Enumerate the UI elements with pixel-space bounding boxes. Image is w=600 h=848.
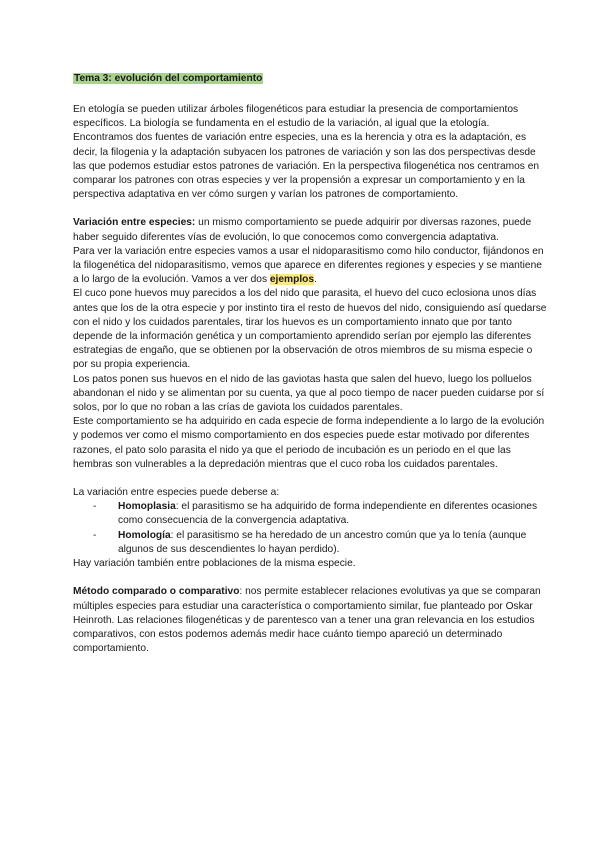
causas-list [73,500,548,557]
nidoparasitismo-paragraph [73,245,548,288]
variacion-paragraph [73,216,548,244]
title-block [73,70,548,86]
list-item-homoplasia [93,500,548,528]
variacion-heading: Variación entre especies: [73,217,196,229]
homologia-term: Homología [118,529,171,541]
causas-intro: La variación entre especies puede deberse a: [73,487,280,499]
nido-text: Para ver la variación entre especies vamos a usar el nidoparasitismo como hilo conductor, fijándonos en la filogenética del nidoparasitismo, vemos que aparece en diferentes regiones y especies y se mantiene a lo largo de la evolución. Vamos a ver dos [73,245,544,286]
homologia-text: : el parasitismo se ha heredado de un ancestro común que ya lo tenía (aunque algunos de sus descendientes lo hayan perdido). [118,529,527,555]
dash-bullet: - [93,501,97,513]
cuco-paragraph: El cuco pone huevos muy parecidos a los del nido que parasita, el huevo del cuco eclosiona unos días antes que los de la otra especie y por instinto tira el resto de huevos del nido, consiguiendo así quedarse con el nido y los cuidados parentales, tirar los huevos es un comportamiento innato que por tanto depende de la información genética y un comportamiento aprendido serían por ejemplo las diferentes estrategias de engaño, que se obtienen por la observación de otros miembros de su misma especie o por su propia experiencia. [73,288,547,371]
metodo-text: : nos permite establecer relaciones evolutivas ya que se comparan múltiples especies para estudiar una característica o comportamiento similar, fue planteado por Oskar Heinroth. Las relaciones filogenéticas y de parentesco van a tener una gran relevancia en los estudios comparativos, con estos podemos además medir hace cuánto tiempo apareció un determinado comportamiento. [73,586,541,655]
metodo-heading: Método comparado o comparativo [73,586,240,598]
ejemplos-highlight: ejemplos [269,274,315,286]
este-paragraph: Este comportamiento se ha adquirido en cada especie de forma independiente a lo largo de la evolución y podemos ver como el mismo comportamiento en dos especies puede estar motivado por diferentes razones, el pato solo parasita el nido ya que el periodo de incubación es un periodo en el que las hembras son vulnerables a la depredación mientras que el cuco roba los cuidados parentales. [73,416,545,470]
variacion-text: un mismo comportamiento se puede adquirir por diversas razones, puede haber seguido diferentes vías de evolución, lo que conocemos como convergencia adaptativa. [73,217,532,243]
spacer [73,202,548,216]
list-item-homologia [93,529,548,557]
metodo-paragraph [73,585,548,656]
document-title: Tema 3: evolución del comportamiento [74,73,263,84]
homoplasia-text: : el parasitismo se ha adquirido de forma independiente en diferentes ocasiones como consecuencia de la convergencia adaptativa. [118,501,538,527]
spacer [73,472,548,486]
poblaciones-paragraph: Hay variación también entre poblaciones de la misma especie. [73,558,356,570]
homoplasia-term: Homoplasia [118,501,176,513]
spacer [73,571,548,585]
dash-bullet: - [93,529,97,541]
patos-paragraph: Los patos ponen sus huevos en el nido de las gaviotas hasta que salen del huevo, luego los polluelos abandonan el nido y se alimentan por su cuenta, ya que al poco tiempo de nacer pueden cuidarse por sí solos, por lo que no roban a las crías de gaviota los cuidados parentales. [73,373,545,414]
nido-text-end: . [314,274,317,286]
intro-paragraph: En etología se pueden utilizar árboles filogenéticos para estudiar la presencia de comportamientos específicos. La biología se fundamenta en el estudio de la variación, al igual que la etología. Encontramos dos fuentes de variación entre especies, una es la herencia y otra es la adaptación, es decir, la filogenia y la adaptación subyacen los patrones de variación y son las dos perspectivas desde las que podemos estudiar estos patrones de variación. En la perspectiva filogenética nos centramos en comparar los patrones con otras especies y ver la propensión a expresar un comportamiento y en la perspectiva adaptativa en ver cómo surgen y varían los patrones de comportamiento. [73,104,540,201]
